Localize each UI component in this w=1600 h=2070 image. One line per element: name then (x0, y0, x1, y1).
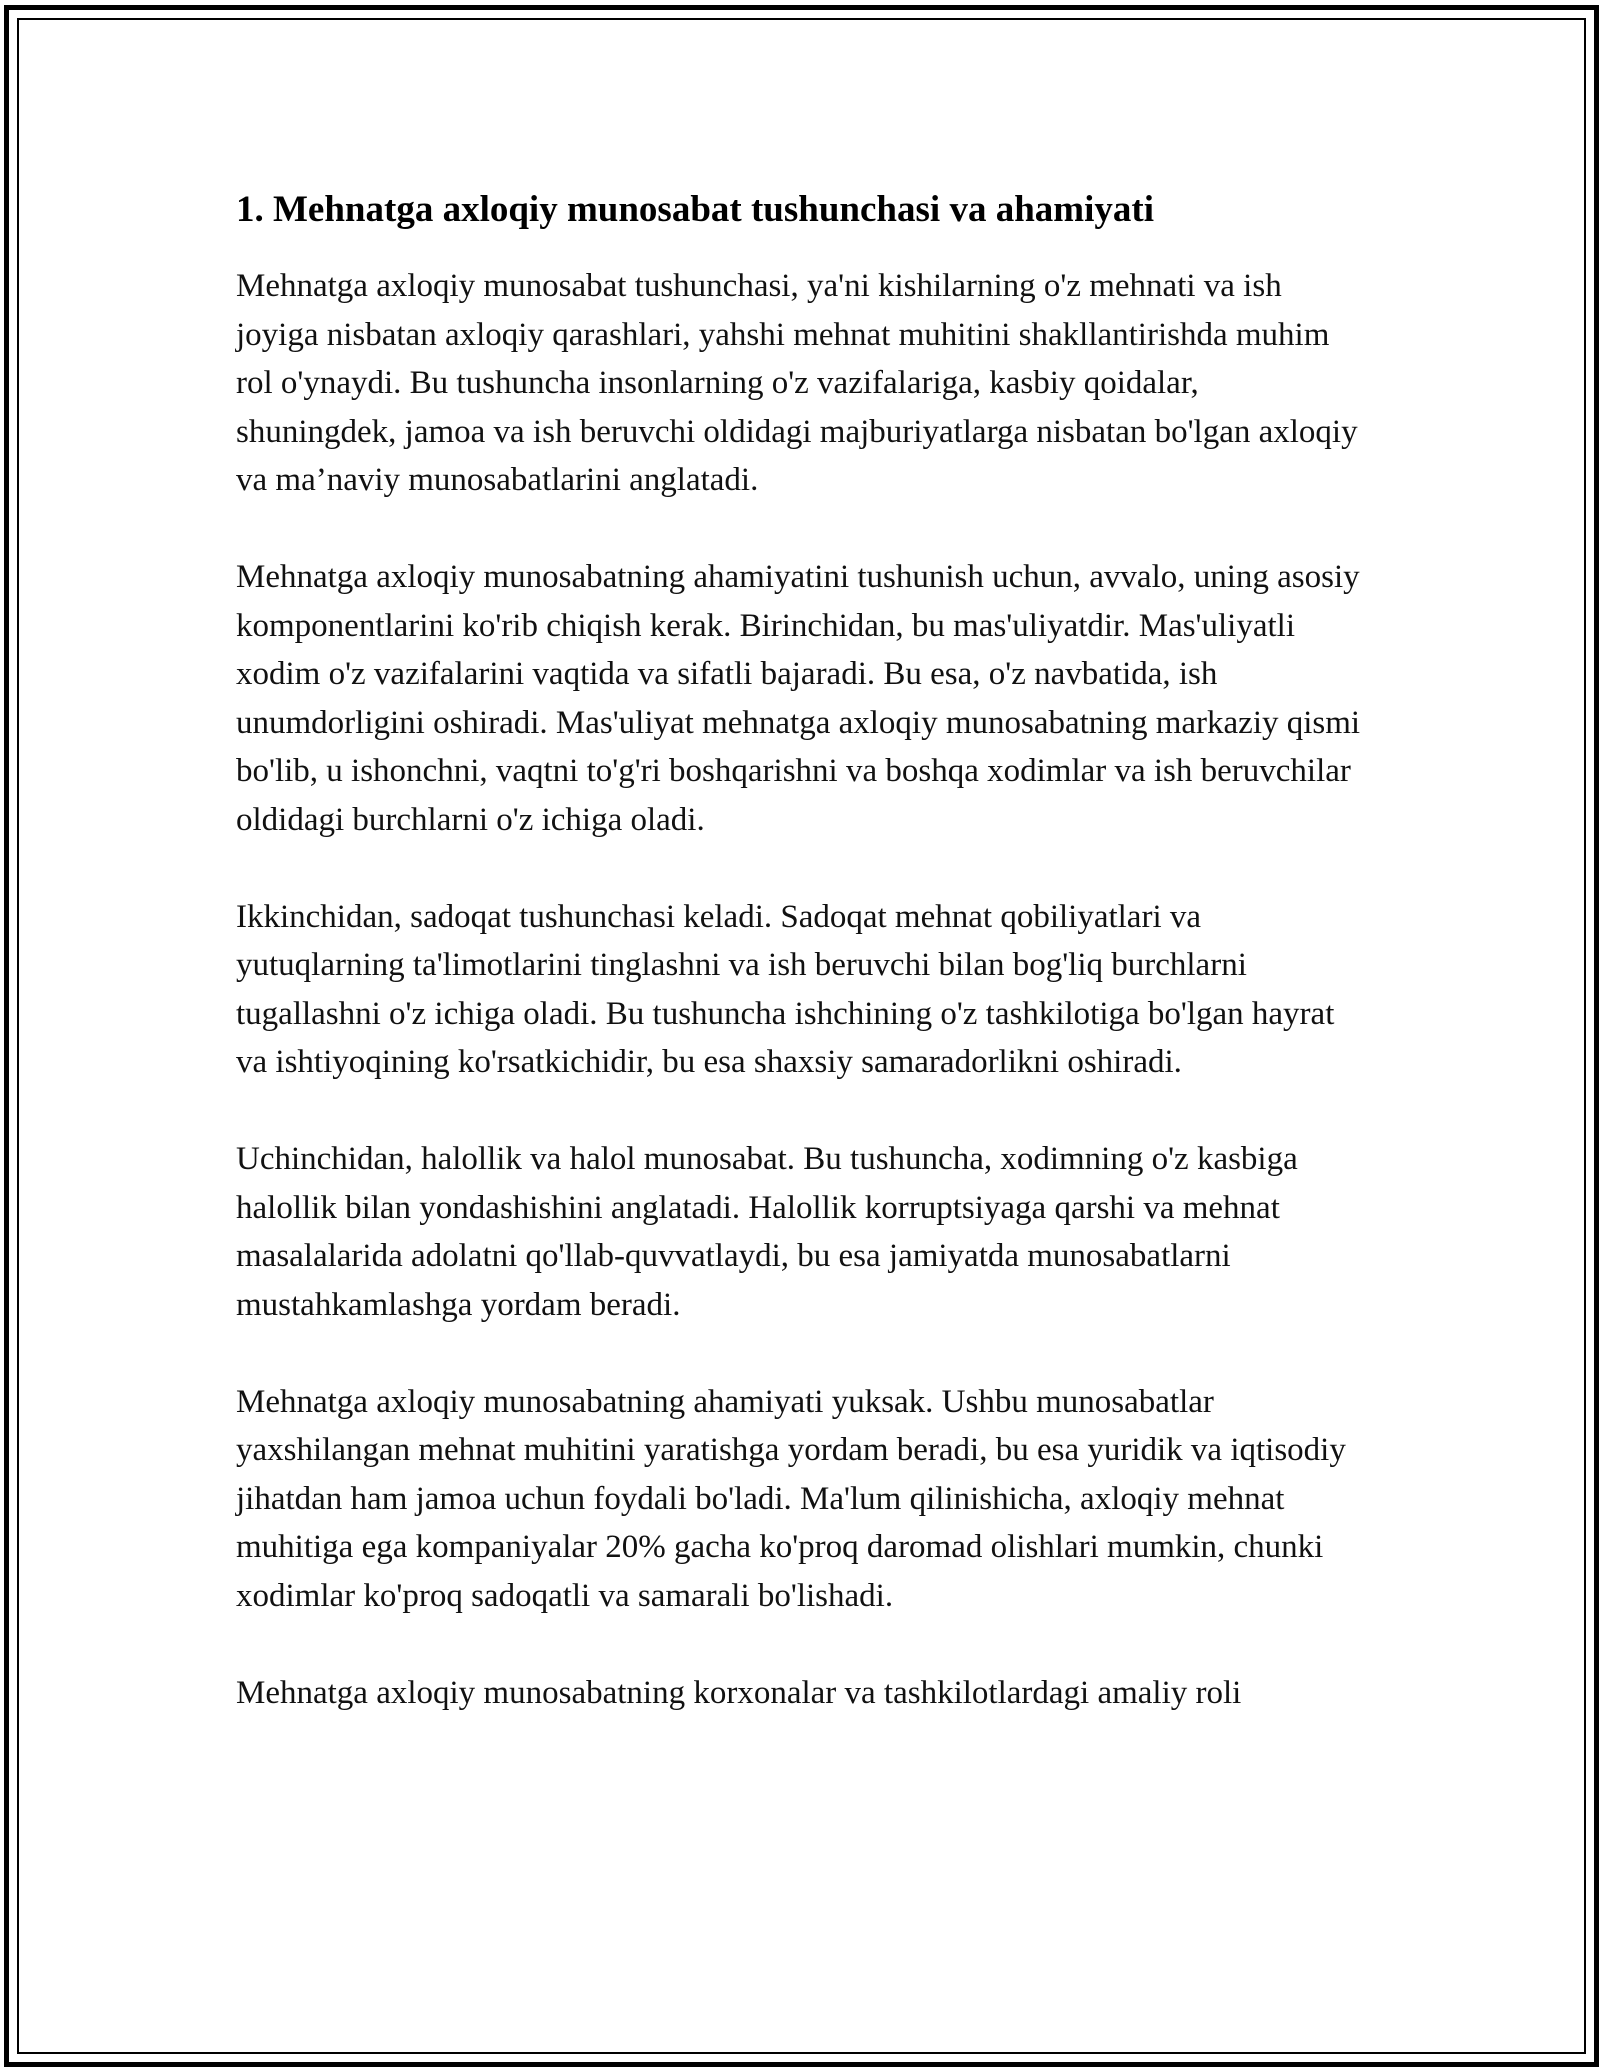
paragraph-3: Ikkinchidan, sadoqat tushunchasi keladi. Sadoqat mehnat qobiliyatlari va yutuqlarning ta'limotlarini tinglashni va ish beruvchi bilan bog'liq burchlarni tugallashni o'z ichiga oladi. Bu tushuncha ishchining o'z tashkilotiga bo'lgan hayrat va ishtiyoqining ko'rsatkichidir, bu esa shaxsiy samaradorlikni oshiradi. (236, 898, 1335, 1080)
paragraph-5: Mehnatga axloqiy munosabatning ahamiyati yuksak. Ushbu munosabatlar yaxshilangan mehnat muhitini yaratishga yordam beradi, bu esa yuridik va iqtisodiy jihatdan ham jamoa uchun foydali bo'ladi. Ma'lum qilinishicha, axloqiy mehnat muhitiga ega kompaniyalar 20% gacha ko'proq daromad olishlari mumkin, chunki xodimlar ko'proq sadoqatli va samarali bo'lishadi. (236, 1383, 1346, 1614)
paragraph-4: Uchinchidan, halollik va halol munosabat. Bu tushuncha, xodimning o'z kasbiga halollik bilan yondashishini anglatadi. Halollik korruptsiyaga qarshi va mehnat masalalarida adolatni qo'llab-quvvatlaydi, bu esa jamiyatda munosabatlarni mustahkamlashga yordam beradi. (236, 1141, 1298, 1323)
paragraph-1: Mehnatga axloqiy munosabat tushunchasi, ya'ni kishilarning o'z mehnati va ish joyiga nisbatan axloqiy qarashlari, yahshi mehnat muhitini shakllantirishda muhim rol o'ynaydi. Bu tushuncha insonlarning o'z vazifalariga, kasbiy qoidalar, shuningdek, jamoa va ish beruvchi oldidagi majburiyatlarga nisbatan bo'lgan axloqiy va ma’naviy munosabatlarini anglatadi. (236, 268, 1358, 498)
section-title: 1. Mehnatga axloqiy munosabat tushunchasi va ahamiyati (236, 189, 1154, 230)
paragraph-6: Mehnatga axloqiy munosabatning korxonalar va tashkilotlardagi amaliy roli (236, 1674, 1242, 1711)
paragraph-2: Mehnatga axloqiy munosabatning ahamiyatini tushunish uchun, avvalo, uning asosiy komponentlarini ko'rib chiqish kerak. Birinchidan, bu mas'uliyatdir. Mas'uliyatli xodim o'z vazifalarini vaqtida va sifatli bajaradi. Bu esa, o'z navbatida, ish unumdorligini oshiradi. Mas'uliyat mehnatga axloqiy munosabatning markaziy qismi bo'lib, u ishonchni, vaqtni to'g'ri boshqarishni va boshqa xodimlar va ish beruvchilar oldidagi burchlarni o'z ichiga oladi. (236, 559, 1361, 838)
document-body (236, 186, 1366, 1766)
